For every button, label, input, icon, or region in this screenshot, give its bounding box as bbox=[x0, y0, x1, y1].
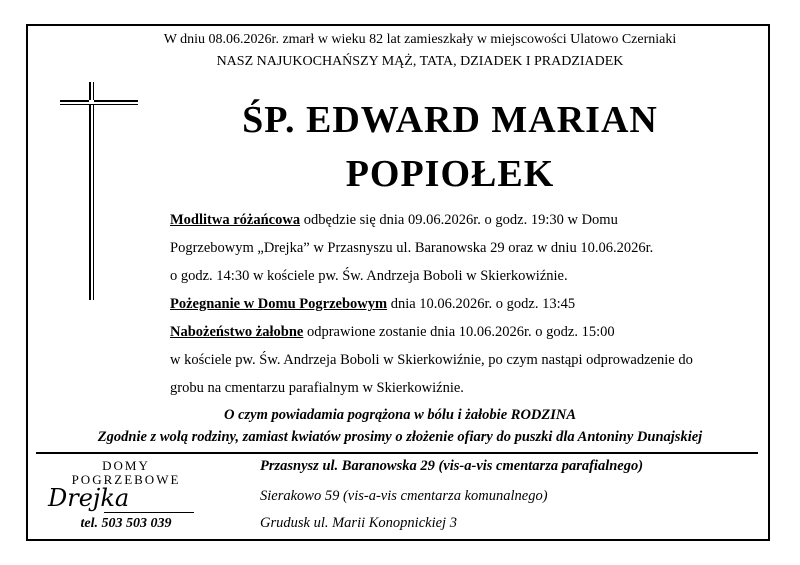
rosary-line-3: o godz. 14:30 w kościele pw. Św. Andrzeja Boboli w Skierkowiźnie. bbox=[170, 268, 568, 284]
cross-vertical-beam bbox=[89, 82, 94, 300]
rosary-line-1 bbox=[170, 212, 618, 229]
funeral-home-logo bbox=[36, 456, 216, 536]
logo-brand: Drejka bbox=[48, 484, 130, 512]
farewell-line bbox=[170, 296, 575, 313]
mass-label: Nabożeństwo żałobne bbox=[170, 324, 304, 340]
address-grudusk: Grudusk ul. Marii Konopnickiej 3 bbox=[260, 515, 457, 531]
deceased-name-line-2: POPIOŁEK bbox=[345, 153, 555, 195]
intro-line-2: NASZ NAJUKOCHAŃSZY MĄŻ, TATA, DZIADEK I PRADZIADEK bbox=[216, 54, 624, 69]
rosary-label: Modlitwa różańcowa bbox=[170, 212, 301, 228]
mass-line-2: w kościele pw. Św. Andrzeja Boboli w Skierkowiźnie, po czym nastąpi odprowadzenie do bbox=[170, 352, 693, 368]
funeral-home-phone: tel. 503 503 039 bbox=[80, 516, 172, 531]
footer-divider bbox=[36, 452, 758, 454]
logo-line-1: DOMY bbox=[102, 458, 150, 473]
mass-line-3: grobu na cmentarzu parafialnym w Skierkowiźnie. bbox=[170, 380, 464, 396]
mass-text: odprawione zostanie dnia 10.06.2026r. o godz. 15:00 bbox=[303, 324, 615, 340]
mass-line-1 bbox=[170, 324, 615, 341]
logo-underline bbox=[104, 512, 194, 513]
intro-line-1: W dniu 08.06.2026r. zmarł w wieku 82 lat zamieszkały w miejscowości Ulatowo Czerniaki bbox=[163, 32, 677, 47]
farewell-text: dnia 10.06.2026r. o godz. 13:45 bbox=[387, 296, 576, 312]
address-sierakowo: Sierakowo 59 (vis-a-vis cmentarza komunalnego) bbox=[260, 488, 548, 504]
logo-line-2: POGRZEBOWE bbox=[71, 472, 181, 487]
donation-notice: Zgodnie z wolą rodziny, zamiast kwiatów prosimy o złożenie ofiary do puszki dla Antoniny Dunajskiej bbox=[97, 429, 703, 445]
cross-horizontal-beam bbox=[60, 100, 138, 105]
rosary-line-2: Pogrzebowym „Drejka” w Przasnyszu ul. Baranowska 29 oraz w dniu 10.06.2026r. bbox=[170, 240, 654, 256]
rosary-text: odbędzie się dnia 09.06.2026r. o godz. 19:30 w Domu bbox=[300, 212, 618, 228]
address-przasnysz: Przasnysz ul. Baranowska 29 (vis-a-vis cmentarza parafialnego) bbox=[260, 458, 644, 474]
family-notice: O czym powiadamia pogrążona w bólu i żałobie RODZINA bbox=[223, 407, 577, 423]
deceased-name-line-1: ŚP. EDWARD MARIAN bbox=[242, 99, 658, 141]
farewell-label: Pożegnanie w Domu Pogrzebowym bbox=[170, 296, 388, 312]
